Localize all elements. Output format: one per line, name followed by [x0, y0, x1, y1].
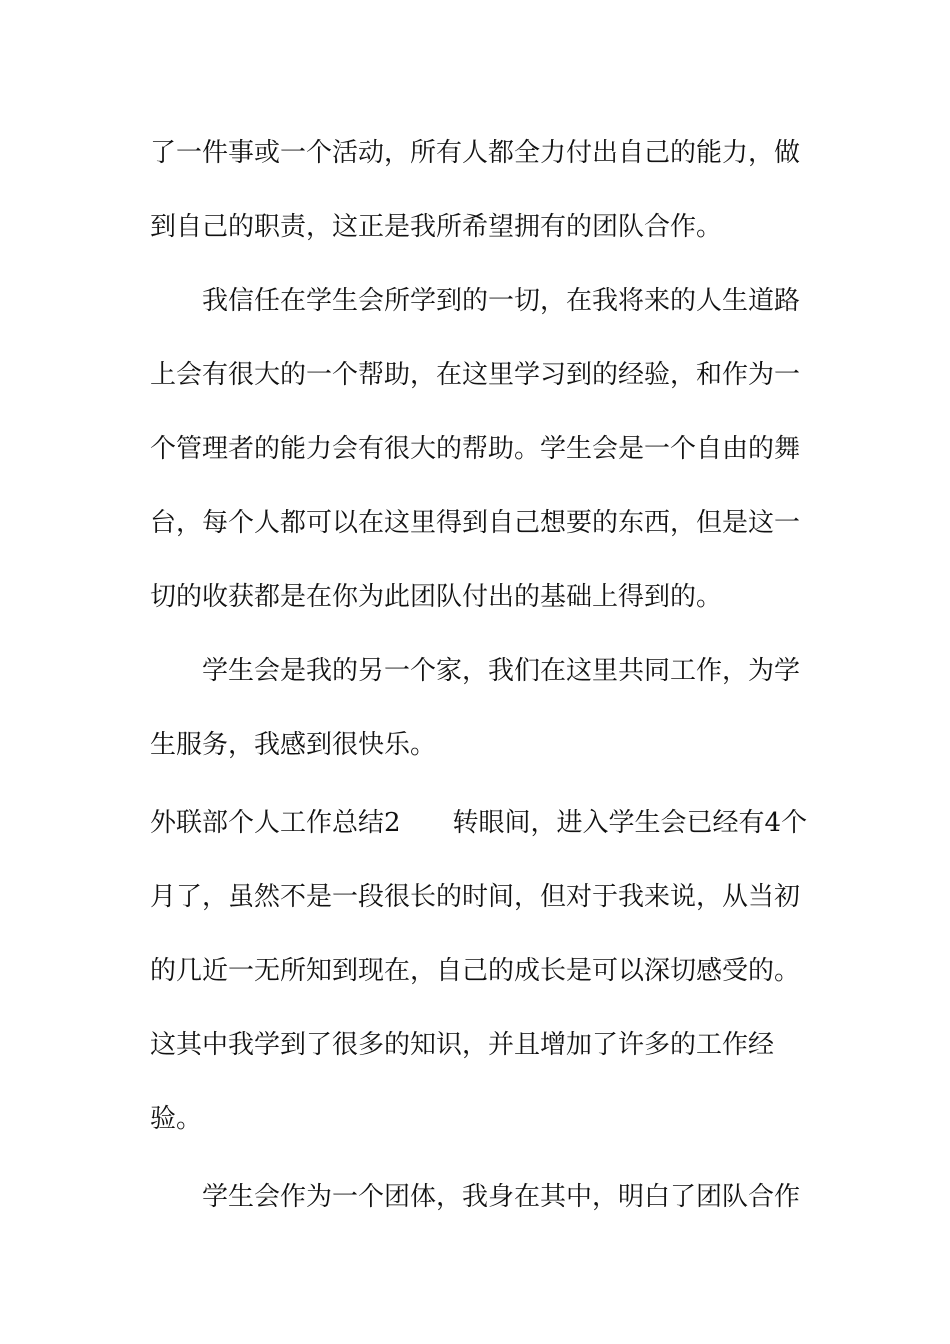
text-line: 我信任在学生会所学到的一切，在我将来的人生道路 — [202, 286, 801, 316]
text-line: 台，每个人都可以在这里得到自己想要的东西，但是这一 — [150, 508, 801, 538]
text-line: 到自己的职责，这正是我所希望拥有的团队合作。 — [150, 212, 723, 242]
text-line: 个管理者的能力会有很大的帮助。学生会是一个自由的舞 — [150, 434, 801, 464]
text-line: 学生会作为一个团体，我身在其中，明白了团队合作 — [202, 1182, 801, 1212]
text-line: 的几近一无所知到现在，自己的成长是可以深切感受的。 — [150, 956, 801, 986]
section-heading-line: 外联部个人工作总结2 转眼间，进入学生会已经有4个 — [150, 808, 808, 838]
text-line: 切的收获都是在你为此团队付出的基础上得到的。 — [150, 582, 723, 612]
text-line: 生服务，我感到很快乐。 — [150, 730, 437, 760]
text-line: 月了，虽然不是一段很长的时间，但对于我来说，从当初 — [150, 882, 801, 912]
text-line: 学生会是我的另一个家，我们在这里共同工作，为学 — [202, 656, 801, 686]
text-line: 这其中我学到了很多的知识，并且增加了许多的工作经 — [150, 1030, 775, 1060]
text-line: 了一件事或一个活动，所有人都全力付出自己的能力，做 — [150, 138, 801, 168]
text-line: 上会有很大的一个帮助，在这里学习到的经验，和作为一 — [150, 360, 801, 390]
text-line: 验。 — [150, 1104, 203, 1134]
